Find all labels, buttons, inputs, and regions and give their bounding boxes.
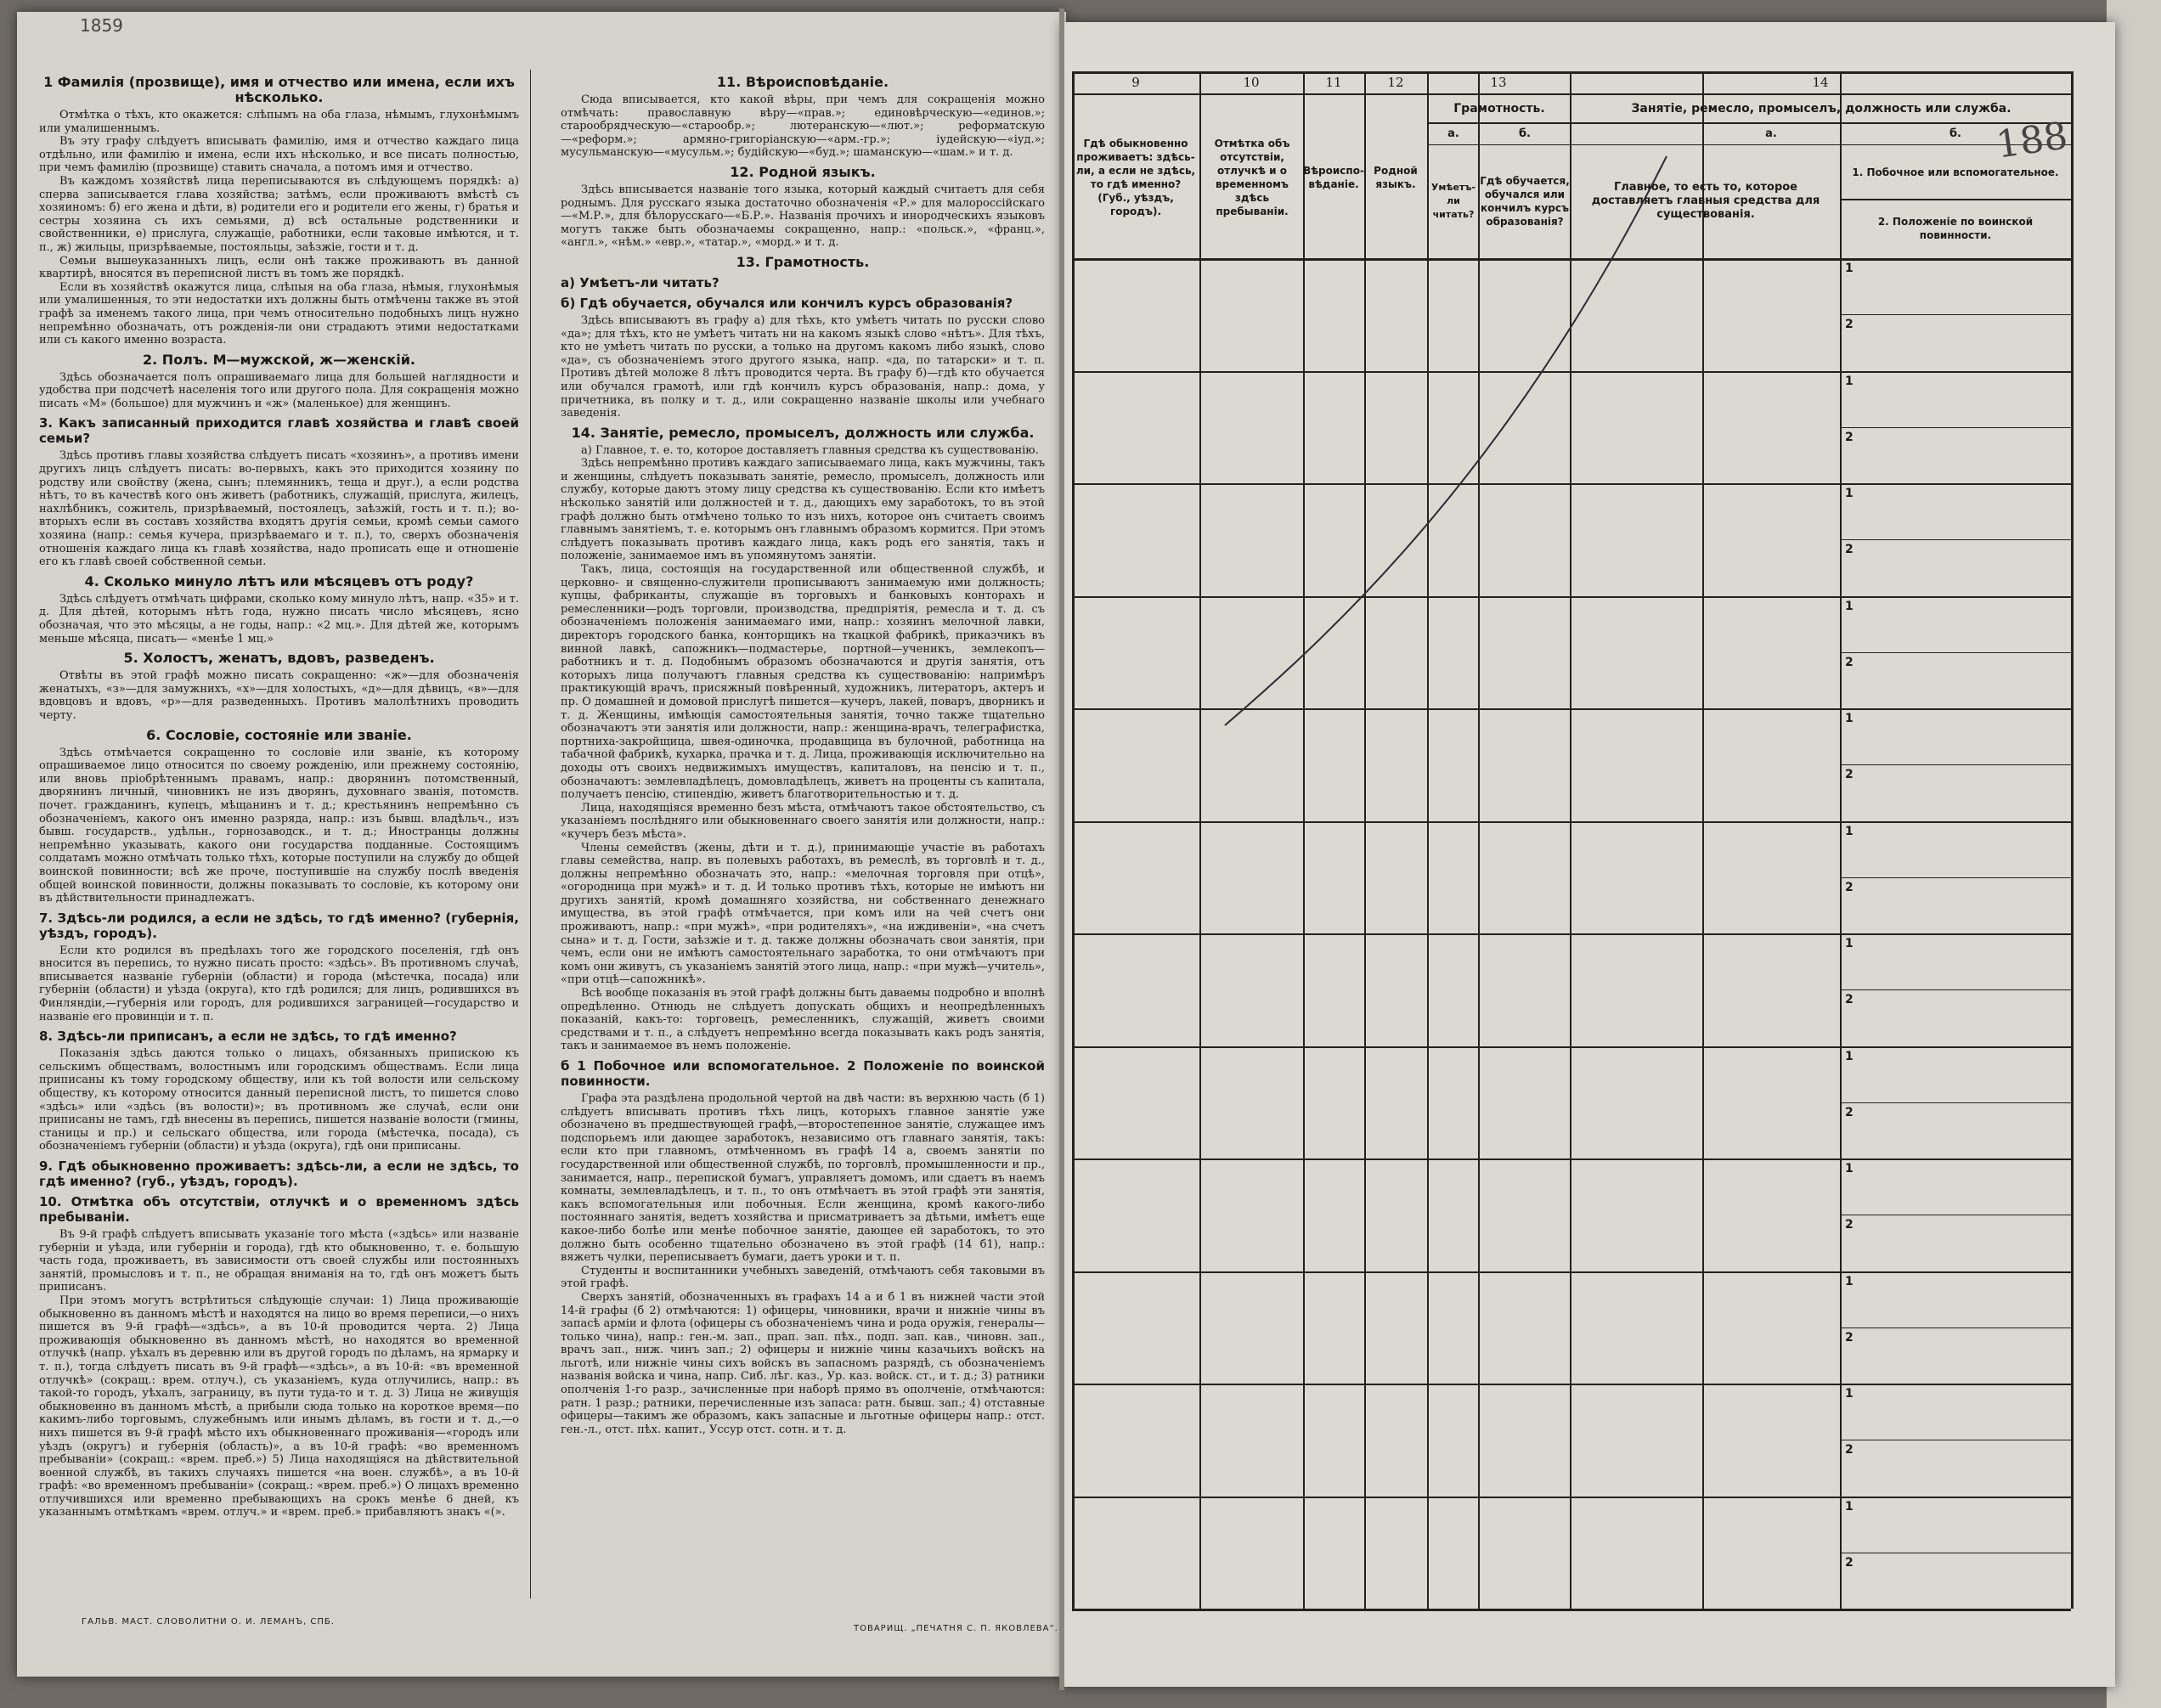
paragraph: Графа эта раздѣлена продольной чертой на двѣ части: въ верхнюю часть (б 1) слѣдуетъ вписывать противъ тѣхъ лицъ, которыхъ главное занятіе уже обозначено въ предшествующей графѣ,—второстепенное занятіе, служащее имъ подспорьемъ или дающее заработокъ, независимо отъ главнаго занятія, такъ: если кто при главномъ, отмѣченномъ въ графѣ 14 а, своемъ занятіи по государственной или общественной службѣ, по торговлѣ, промышленности и пр., занимается, напр., перепиской бумагъ, управляетъ домомъ, или сдаетъ въ наемъ комнаты, землевладѣлецъ, и т. п., то онъ отмѣчаетъ въ этой графѣ эти занятія, какъ вспомогательныя или побочныя. Если женщина, кромѣ какого-либо постояннаго занятія, ведетъ хозяйства и присматриваетъ за дѣтьми, имѣетъ еще какое-либо болѣе или менѣе побочное занятіе, дающее ей заработокъ, то это должно быть особенно тщательно обозначено въ этой графѣ (14 б1), напр.: вяжетъ чулки, переписываетъ бумаги, даетъ уроки и т. п. <box>561 1092 1045 1265</box>
page-stamp: 1859 <box>80 15 123 36</box>
paragraph: Здѣсь непремѣнно противъ каждаго записываемаго лица, какъ мужчины, такъ и женщины, слѣдуетъ показывать занятіе, ремесло, промыселъ, должность или службу, которые даютъ этому лицу средства къ существованію. Если кто имѣетъ нѣсколько занятій или должностей и т. д., дающихъ ему заработокъ, то въ этой графѣ должно быть отмѣчено только то изъ нихъ, которое онъ считаетъ своимъ главнымъ занятіемъ, т. е. которымъ онъ главнымъ образомъ кормится. При этомъ слѣдуетъ показывать противъ каждаго лица, какъ родъ его занятія, такъ и положеніе, занимаемое имъ въ упомянутомъ занятіи. <box>561 457 1045 563</box>
diagonal-cancel-line <box>1225 156 1667 725</box>
row-mark: 1 <box>1845 374 1853 388</box>
section-heading: 5. Холостъ, женатъ, вдовъ, разведенъ. <box>123 650 435 667</box>
section-heading: 13. Грамотность. <box>736 253 870 270</box>
section-heading: 9. Гдѣ обыкновенно проживаетъ: здѣсь-ли, а если не здѣсь, то гдѣ именно? (губ., уѣздъ, городъ). <box>39 1158 519 1189</box>
row-mark: 1 <box>1845 599 1853 613</box>
row-mark: 1 <box>1845 1499 1853 1514</box>
paragraph: Всѣ вообще показанія въ этой графѣ должны быть даваемы подробно и вполнѣ опредѣленно. Отнюдь не слѣдуетъ допускать общихъ и неопредѣленныхъ показаній, какъ-то: торговецъ, ремесленникъ, служащій, живетъ своими средствами и т. п., а слѣдуетъ непремѣнно всегда показывать какъ родъ занятія, такъ и занимаемое въ немъ положеніе. <box>561 987 1045 1053</box>
row-mark: 1 <box>1845 1049 1853 1063</box>
instructions-column-a <box>39 70 519 1519</box>
header-religion: Вѣроиспо-вѣданіе. <box>1303 165 1364 190</box>
column-number: 14 <box>1812 75 1829 90</box>
column-rule <box>530 70 531 1598</box>
header-secondary-occupation: 1. Побочное или вспомогательное. <box>1852 166 2059 178</box>
column-number: 11 <box>1325 75 1342 90</box>
header-language: Родной языкъ. <box>1374 165 1418 190</box>
column-number: 12 <box>1387 75 1404 90</box>
section-heading: 14. Занятіе, ремесло, промыселъ, должность или служба. <box>571 424 1035 441</box>
footer-right: ТОВАРИЩ. „ПЕЧАТНЯ С. П. ЯКОВЛЕВА“. <box>854 1624 1058 1633</box>
paragraph: Въ 9-й графѣ слѣдуетъ вписывать указаніе того мѣста («здѣсь» или названіе губерніи и уѣзда, или губерніи и города), гдѣ кто обыкновенно, т. е. большую часть года, проживаетъ, въ зависимости отъ своей службы или постоянныхъ занятій, промысловъ и т. п., не обращая вниманія на то, гдѣ онъ можетъ быть приписанъ. <box>39 1228 519 1294</box>
row-mark: 1 <box>1845 487 1853 500</box>
row-mark: 2 <box>1845 655 1853 669</box>
header-main-occupation: Главное, то есть то, которое доставляетъ главныя средства для существованія. <box>1591 181 1820 221</box>
column-number: 13 <box>1490 75 1507 90</box>
paragraph: Здѣсь отмѣчается сокращенно то сословіе или званіе, къ которому опрашиваемое лицо относится по своему рожденію, или прежнему состоянію, или вновь пріобрѣтеннымъ правамъ, напр.: дворянинъ потомственный, дворянинъ личный, чиновникъ не изъ дворянъ, духовнаго званія, потомств. почет. гражданинъ, купецъ, мѣщанинъ и т. д.; крестьянинъ непремѣнно съ обозначеніемъ, какого онъ именно разряда, напр.: изъ бывш. владѣльч., изъ бывш. государств., удѣльн., горнозаводск., и т. д.; Иностранцы должны непремѣнно указывать, какого они государства подданные. Состоящимъ солдатамъ можно отмѣчать только тѣхъ, которые поступили на службу до общей воинской повинности; всѣ же проче, поступившіе на службу послѣ введенія общей воинской повинности, должны показывать то сословіе, къ которому они въ дѣйствительности принадлежатъ. <box>39 746 519 905</box>
header-literacy: Грамотность. <box>1453 102 1545 116</box>
row-mark: 2 <box>1845 880 1853 894</box>
paragraph: Студенты и воспитанники учебныхъ заведеній, отмѣчаютъ себя таковыми въ этой графѣ. <box>561 1264 1045 1291</box>
row-mark: 2 <box>1845 1330 1853 1344</box>
paragraph: Такъ, лица, состоящія на государственной или общественной службѣ, и церковно- и священно-служители прописываютъ занимаемую ими должность; купцы, фабриканты, служащіе въ торговыхъ и банковыхъ конторахъ и ремесленники—родъ торговли, производства, предпріятія, ремесла и т. д. съ обозначеніемъ положенія занимаемаго ими, напр.: хозяинъ мелочной лавки, директоръ городского банка, конторщикъ на ткацкой фабрикѣ, приказчикъ въ винной лавкѣ, сапожникъ—подмастерье, портной—ученикъ, землекопъ—работникъ и т. д. Подобнымъ образомъ обозначаются и другія занятія, отъ которыхъ лица получаютъ главныя средства къ существованію: напримѣръ практикующій врачъ, присяжный повѣренный, художникъ, литераторъ, актеръ и пр. О домашней и домовой прислугѣ пишется—кучеръ, лакей, поваръ, дворникъ и т. д. Женщины, имѣющія самостоятельныя занятія, точно также тщательно обозначаютъ эти занятія или должности, напр.: женщина-врачъ, телеграфистка, портниха-закройщица, швея-одиночка, продавщица въ булочной, работница на табачной фабрикѣ, кухарка, прачка и т. д. Лица, проживающія исключительно на доходы отъ своихъ недвижимыхъ имуществъ, капиталовъ, на пенсію и т. п., обозначаютъ: землевладѣлецъ, домовладѣлецъ, живетъ на проценты съ капитала, получаетъ пенсію, стипендію, живетъ благотворительностью и т. д. <box>561 563 1045 802</box>
header-13a-letter: а. <box>1447 127 1459 140</box>
handwritten-page-number: 188 <box>1993 114 2071 167</box>
section-heading: 4. Сколько минуло лѣтъ или мѣсяцевъ отъ роду? <box>84 572 474 589</box>
paragraph: Въ эту графу слѣдуетъ вписывать фамилію, имя и отчество каждаго лица отдѣльно, или фамилію и имена, если ихъ нѣсколько, и все писать полностью, при чемъ фамилію (прозвище) ставить сначала, а потомъ имя и отчество. <box>39 135 519 175</box>
section-heading: а) Умѣетъ-ли читать? <box>561 274 719 290</box>
cancel-stroke <box>1072 71 2071 1609</box>
row-mark: 2 <box>1845 1555 1853 1570</box>
paragraph: Если въ хозяйствѣ окажутся лица, слѣпыя на оба глаза, нѣмыя, глухонѣмыя или умалишенныя, то эти недостатки ихъ должны быть отмѣчены также въ этой графѣ за именемъ такого лица, при чемъ относительно подобныхъ лицъ нужно непремѣнно обозначать, отъ рожденія-ли они страдаютъ этими недостатками или съ какого именно возраста. <box>39 280 519 347</box>
paragraph: Здѣсь слѣдуетъ отмѣчать цифрами, сколько кому минуло лѣтъ, напр. «35» и т. д. Для дѣтей, которымъ нѣтъ года, нужно писать число мѣсяцевъ, ясно обозначая, что это мѣсяцы, а не годы, напр.: «2 мц.». Для дѣтей же, которымъ меньше мѣсяца, писать— «менѣе 1 мц.» <box>39 592 519 645</box>
row-mark: 1 <box>1845 1387 1853 1401</box>
row-mark: 2 <box>1845 1218 1853 1232</box>
header-residence: Гдѣ обыкновенно проживаетъ: здѣсь-ли, а если не здѣсь, то гдѣ именно? (Губ., уѣздъ, городъ). <box>1075 138 1196 217</box>
paragraph: Показанія здѣсь даются только о лицахъ, обязанныхъ припискою къ сельскимъ обществамъ, волостнымъ или городскимъ обществамъ. Если лица приписаны къ тому городскому обществу, или къ той волости или сельскому обществу, къ которому относится данный переписной листъ, то пишется слово «здѣсь» или «здѣсь (въ волости)»; въ противномъ же случаѣ, если они приписаны не тамъ, гдѣ внесены въ перепись, пишется названіе волости (гмины, станицы и пр.) и сельскаго общества, или города (мѣстечка, посада), съ обозначеніемъ губерніи (области) и уѣзда (округа), гдѣ они приписаны. <box>39 1047 519 1153</box>
header-absence: Отмѣтка объ отсутствіи, отлучкѣ и о временномъ здѣсь пребываніи. <box>1214 138 1290 217</box>
section-heading: 12. Родной языкъ. <box>730 163 876 180</box>
instructions-column-b <box>561 70 1045 1436</box>
paragraph: Сверхъ занятій, обозначенныхъ въ графахъ 14 а и б 1 въ нижней части этой 14-й графы (б 2) отмѣчаются: 1) офицеры, чиновники, врачи и нижніе чины въ запасѣ арміи и флота (офицеры съ обозначеніемъ чина и рода оружія, генералы—только чина), напр.: ген.-м. зап., прап. зап. пѣх., подп. зап. кав., чиновн. зап., врачъ зап., ниж. чинъ зап.; 2) офицеры и нижніе чины казачьихъ войскъ на льготѣ, или нижніе чины сихъ войскъ въ запасномъ разрядѣ, съ обозначеніемъ названія войска и чина, напр. Сиб. лѣг. каз., Ур. каз. войск. ст., и т. д.; 3) ратники ополченія 1-го разр., зачисленные при наборѣ прямо въ ополченіе, отмѣчаются: ратн. 1 разр.; ратники, перечисленные изъ запаса: ратн. бывш. зап.; 4) отставные офицеры—такимъ же образомъ, какъ запасные и льготные офицеры напр.: отст. ген.-л., отст. пѣх. капит., Уссур отст. сотн. и т. д. <box>561 1290 1045 1436</box>
footer-left: ГАЛЬВ. МАСТ. СЛОВОЛИТНИ О. И. ЛЕМАНЪ, СПБ. <box>82 1617 335 1626</box>
header-occupation: Занятіе, ремесло, промыселъ, должность или служба. <box>1631 102 2011 116</box>
row-mark: 2 <box>1845 993 1853 1007</box>
page-seam <box>1059 8 1064 1690</box>
row-mark: 2 <box>1845 430 1853 444</box>
row-mark: 2 <box>1845 543 1853 557</box>
row-mark: 1 <box>1845 1274 1853 1288</box>
row-mark: 1 <box>1845 262 1853 275</box>
section-heading: 10. Отмѣтка объ отсутствіи, отлучкѣ и о временномъ здѣсь пребываніи. <box>39 1194 519 1225</box>
row-mark: 1 <box>1845 712 1853 725</box>
paragraph: а) Главное, т. е. то, которое доставляетъ главныя средства къ существованію. <box>581 443 1039 457</box>
paragraph: Здѣсь вписывается названіе того языка, который каждый считаетъ для себя роднымъ. Для русскаго языка достаточно обозначенія «Р.» для малороссійскаго—«М.Р.», для бѣлорусскаго—«Б.Р.». Названія прочихъ и инородческихъ языковъ могутъ также быть обозначаемы сокращенно, напр.: «польск.», «франц.», «англ.», «нѣм.» «евр.», «татар.», «морд.» и т. д. <box>561 183 1045 250</box>
column-number: 9 <box>1131 75 1140 90</box>
census-table <box>1072 71 2071 1609</box>
section-heading: б) Гдѣ обучается, обучался или кончилъ курсъ образованія? <box>561 295 1013 311</box>
column-number: 10 <box>1243 75 1260 90</box>
header-military-status: 2. Положеніе по воинской повинности. <box>1877 216 2034 241</box>
row-mark: 1 <box>1845 824 1853 838</box>
section-heading: 2. Полъ. М—мужской, ж—женскій. <box>143 351 415 368</box>
section-heading: 6. Сословіе, состояніе или званіе. <box>146 726 412 743</box>
paragraph: Сюда вписывается, кто какой вѣры, при чемъ для сокращенія можно отмѣчать: православную вѣру—«прав.»; единовѣрческую—«единов.»; старообрядческую—«старообр.»; лютеранскую—«лют.»; реформатскую—«реформ.»; армяно-григоріанскую—«арм.-гр.»; іудейскую—«іуд.»; мусульманскую—«мусульм.»; будійскую—«буд.»; шаманскую—«шам.» и т. д. <box>561 93 1045 160</box>
paragraph: Здѣсь противъ главы хозяйства слѣдуетъ писать «хозяинъ», а противъ имени другихъ лицъ слѣдуетъ писать: во-первыхъ, какъ это приходится хозяину по родству или свойству (жена, сынъ; племянникъ, теща и друг.), а если родства нѣтъ, то въ качествѣ кого онъ живетъ (работникъ, служащій, прислуга, жилецъ, нахлѣбникъ, сожитель, призрѣваемый, постоялецъ, заѣзжій, гость и т. п.); во-вторыхъ если въ составъ хозяйства входятъ другія семьи, кромѣ семьи самого хозяина (напр.: семья кучера, призрѣваемаго и т. п.), то, сверхъ обозначенія отношенія каждаго лица къ главѣ хозяйства, надо прописать еще и отношеніе его къ главѣ своей собственной семьи. <box>39 449 519 569</box>
paragraph: Члены семействъ (жены, дѣти и т. д.), принимающіе участіе въ работахъ главы семейства, напр. въ полевыхъ работахъ, въ ремеслѣ, въ торговлѣ и т. д., должны непремѣнно обозначать это, напр.: «мелочная торговля при отцѣ», «огородница при мужѣ» и т. д. И только противъ тѣхъ, которые не имѣютъ ни другихъ занятій, кромѣ домашняго хозяйства, ни собственнаго денежнаго имущества, въ этой графѣ отмѣчается, при комъ или на чей счетъ они проживаютъ, напр.: «при мужѣ», «при родителяхъ», «на иждивеніи», «на счетъ сына» и т. д. Гости, заѣзжіе и т. д. также должны обозначать свои занятія, при чемъ, если они не имѣютъ самостоятельнаго заработка, то они отмѣчаютъ при комъ они живутъ, съ указаніемъ занятій этого лица, напр.: «при мужѣ—учитель», «при отцѣ—сапожникѣ». <box>561 841 1045 987</box>
header-13b-letter: б. <box>1518 127 1531 140</box>
paragraph: Отмѣтка о тѣхъ, кто окажется: слѣпымъ на оба глаза, нѣмымъ, глухонѣмымъ или умалишеннымъ. <box>39 109 519 135</box>
row-mark: 2 <box>1845 768 1853 782</box>
header-14a-letter: а. <box>1765 127 1777 140</box>
header-14b-letter: б. <box>1949 127 1961 140</box>
row-mark: 1 <box>1845 937 1853 950</box>
paragraph: Если кто родился въ предѣлахъ того же городского поселенія, гдѣ онъ вносится въ перепись, то нужно писать просто: «здѣсь». Въ противномъ случаѣ, вписывается названіе губерніи (области) и города (мѣстечка, посада) или губерніи (области) и уѣзда (округа), кто гдѣ родился; для лицъ, родившихся въ Финляндіи,—губернія или городъ, для родившихся заграницей—государство и названіе его провинціи и т. п. <box>39 944 519 1023</box>
paragraph: Здѣсь обозначается полъ опрашиваемаго лица для большей наглядности и удобства при подсчетѣ населенія того или другого пола. Для сокращенія можно писать «М» (большое) для мужчинъ и «ж» (маленькое) для женщинъ. <box>39 370 519 410</box>
row-mark: 2 <box>1845 318 1853 332</box>
paragraph: Лица, находящіяся временно безъ мѣста, отмѣчаютъ такое обстоятельство, съ указаніемъ послѣдняго или обыкновеннаго своего занятія или должности, напр.: «кучеръ безъ мѣста». <box>561 801 1045 841</box>
column-rule <box>2071 71 2074 1609</box>
section-heading: 11. Вѣроисповѣданіе. <box>716 74 889 90</box>
paragraph: Въ каждомъ хозяйствѣ лица переписываются въ слѣдующемъ порядкѣ: а) сперва записывается глава хозяйства; затѣмъ, если проживаютъ вмѣстѣ съ хозяиномъ: б) его жена и дѣти, в) родители его и родители его жены, г) братья и сестры хозяина съ ихъ семьями, д) всѣ остальные родственники и свойственники, е) прислуга, служащіе, работники, если таковые имѣются, и т. п., ж) жильцы, призрѣваемые, постояльцы, заѣзжіе, гости и т. д. <box>39 174 519 254</box>
table-bottom-border <box>1072 1609 2071 1611</box>
paragraph: Семьи вышеуказанныхъ лицъ, если онѣ также проживаютъ въ данной квартирѣ, вносятся въ переписной листъ въ томъ же порядкѣ. <box>39 254 519 281</box>
header-can-read: Умѣетъ-ли читать? <box>1430 182 1476 220</box>
paragraph: При этомъ могутъ встрѣтиться слѣдующіе случаи: 1) Лица проживающіе обыкновенно въ данномъ мѣстѣ и находятся на лицо во время переписи,—о нихъ пишется въ 9-й графѣ—«здѣсь», а въ 10-й проводится черта. 2) Лица проживающія обыкновенно въ данномъ мѣстѣ, но находятся во временной отлучкѣ (напр. уѣхалъ въ деревню или въ другой городъ по дѣламъ, на ярмарку и т. п.), тогда слѣдуетъ писать въ 9-й графѣ—«здѣсь», а въ 10-й: «въ временной отлучкѣ» (сокращ.: врем. отлуч.), съ указаніемъ, куда отлучились, напр.: въ такой-то городъ, уѣхалъ, заграницу, въ пути туда-то и т. д. 3) Лица не живущія обыкновенно въ данномъ мѣстѣ, а прибыли сюда только на короткое время—по какимъ-либо торговымъ, служебнымъ или инымъ дѣламъ, въ гости и т. д.,—о нихъ пишется въ 9-й графѣ мѣсто ихъ обыкновеннаго проживанія—«городъ или уѣздъ (округъ) и губернія (область)», а въ 10-й графѣ: «во временномъ пребываніи» (сокращ.: «врем. преб.») 5) Лица находящіяся на дѣйствительной военной службѣ, въ такихъ случаяхъ пишется «на воен. службѣ», а въ 10-й графѣ: «во временномъ пребываніи» (сокращ.: «врем. преб.») О лицахъ временно отлучившихся или временно пребывающихъ на срокъ менѣе 6 дней, къ указаннымъ отмѣткамъ «врем. отлуч.» и «врем. преб.» прибавляютъ знакъ «(». <box>39 1294 519 1519</box>
header-education: Гдѣ обучается, обучался или кончилъ курсъ образованія? <box>1480 175 1570 228</box>
section-heading: 7. Здѣсь-ли родился, а если не здѣсь, то гдѣ именно? (губернія, уѣздъ, городъ). <box>39 910 519 941</box>
section-heading: б 1 Побочное или вспомогательное. 2 Положеніе по воинской повинности. <box>561 1058 1045 1089</box>
row-mark: 2 <box>1845 1443 1853 1457</box>
paragraph: Отвѣты въ этой графѣ можно писать сокращенно: «ж»—для обозначенія женатыхъ, «з»—для замужнихъ, «х»—для холостыхъ, «д»—для дѣвицъ, «в»—для вдовцовъ и вдовъ, «р»—для разведенныхъ. Противъ малолѣтнихъ проводить черту. <box>39 669 519 722</box>
section-heading: 8. Здѣсь-ли приписанъ, а если не здѣсь, то гдѣ именно? <box>39 1029 457 1045</box>
paragraph: Здѣсь вписываютъ въ графу а) для тѣхъ, кто умѣетъ читать по русски слово «да»; для тѣхъ, кто не умѣетъ читать ни на какомъ языкѣ слово «нѣтъ». Для тѣхъ, кто не умѣетъ читать по русски, а только на другомъ какомъ либо языкѣ, слово «да», съ обозначеніемъ этого другого языка, напр. «да, по татарски» и т. п. Противъ дѣтей моложе 8 лѣтъ проводится черта. Въ графу б)—гдѣ кто обучается или обучался грамотѣ, или гдѣ кончилъ курсъ образованія, напр.: дома, у причетника, въ полку и т. д., или сокращенно названіе школы или учебнаго заведенія. <box>561 313 1045 420</box>
section-heading: 3. Какъ записанный приходится главѣ хозяйства и главѣ своей семьи? <box>39 415 519 447</box>
row-mark: 1 <box>1845 1162 1853 1175</box>
section-heading: 1 Фамилія (прозвище), имя и отчество или имена, если ихъ нѣсколько. <box>43 74 515 105</box>
row-mark: 2 <box>1845 1105 1853 1119</box>
